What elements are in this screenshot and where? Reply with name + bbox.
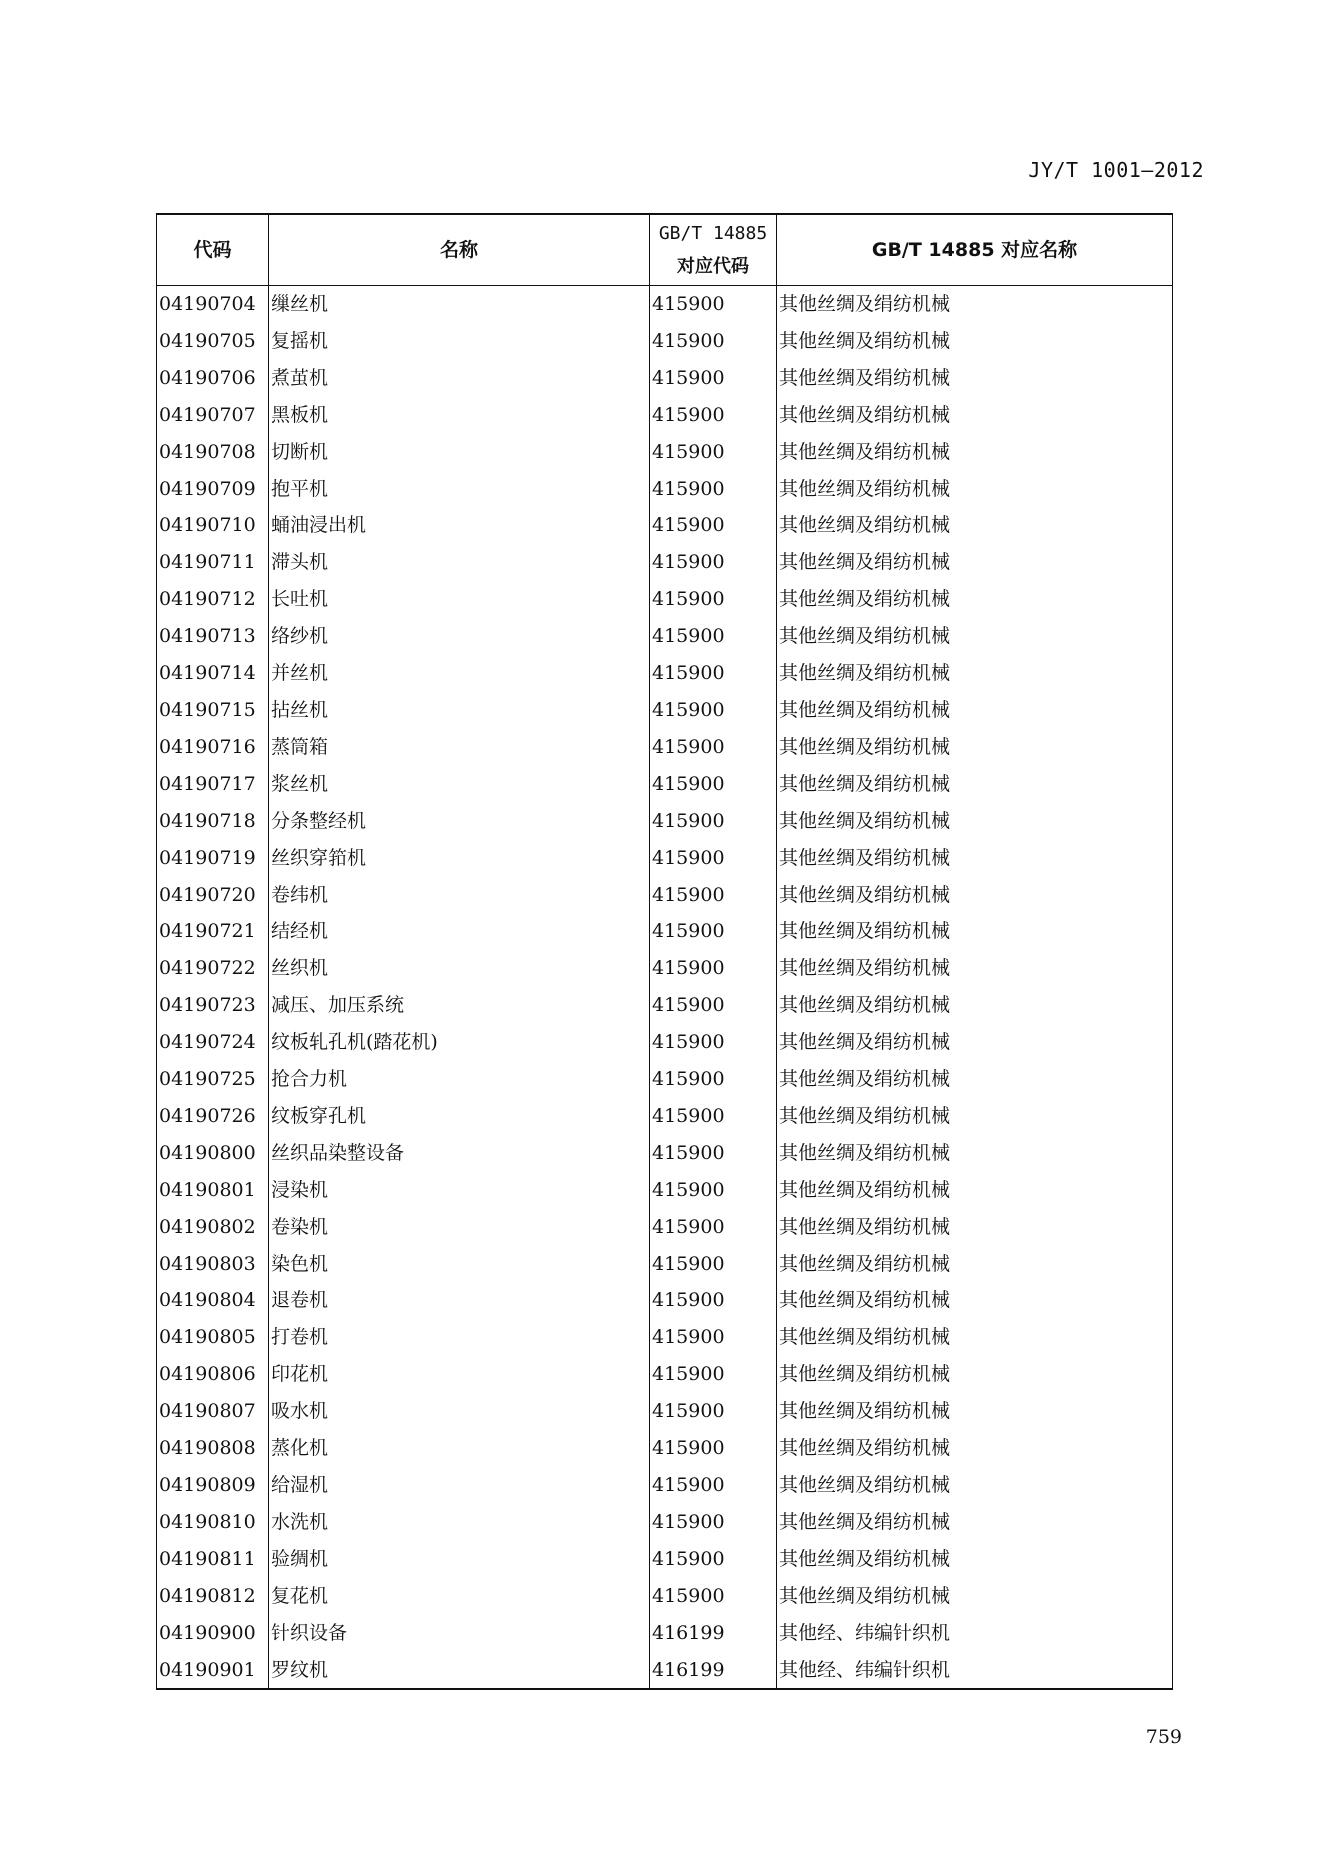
table-row — [157, 1282, 1173, 1319]
cell-gbt-code: 415900 — [650, 1024, 777, 1061]
cell-code: 04190807 — [157, 1393, 269, 1430]
cell-gbt-code: 415900 — [650, 1282, 777, 1319]
table-row — [157, 766, 1173, 803]
col-header-gbt-code-line1: GB/T 14885 — [658, 223, 768, 244]
cell-gbt-code: 415900 — [650, 507, 777, 544]
cell-code: 04190723 — [157, 987, 269, 1024]
cell-gbt-name: 其他丝绸及绢纺机械 — [777, 1430, 1173, 1467]
cell-gbt-code: 415900 — [650, 1319, 777, 1356]
cell-gbt-code: 415900 — [650, 286, 777, 323]
cell-name: 卷染机 — [269, 1209, 650, 1246]
cell-name: 复摇机 — [269, 323, 650, 360]
cell-gbt-code: 415900 — [650, 913, 777, 950]
table-row — [157, 1172, 1173, 1209]
cell-gbt-code: 416199 — [650, 1615, 777, 1652]
table-row — [157, 434, 1173, 471]
table-row — [157, 1615, 1173, 1652]
col-header-gbt-code — [650, 214, 777, 286]
cell-gbt-name: 其他丝绸及绢纺机械 — [777, 655, 1173, 692]
cell-code: 04190712 — [157, 581, 269, 618]
cell-code: 04190804 — [157, 1282, 269, 1319]
cell-code: 04190705 — [157, 323, 269, 360]
cell-code: 04190900 — [157, 1615, 269, 1652]
table-row — [157, 581, 1173, 618]
cell-gbt-code: 415900 — [650, 1356, 777, 1393]
table-row — [157, 950, 1173, 987]
cell-gbt-code: 415900 — [650, 1209, 777, 1246]
cell-gbt-name: 其他丝绸及绢纺机械 — [777, 950, 1173, 987]
cell-name: 并丝机 — [269, 655, 650, 692]
cell-gbt-code: 415900 — [650, 1246, 777, 1283]
cell-code: 04190716 — [157, 729, 269, 766]
cell-gbt-name: 其他丝绸及绢纺机械 — [777, 1319, 1173, 1356]
table-row — [157, 1061, 1173, 1098]
cell-gbt-name: 其他丝绸及绢纺机械 — [777, 1282, 1173, 1319]
table-row — [157, 987, 1173, 1024]
cell-gbt-name: 其他丝绸及绢纺机械 — [777, 1467, 1173, 1504]
cell-gbt-code: 415900 — [650, 987, 777, 1024]
cell-gbt-code: 415900 — [650, 581, 777, 618]
table-row — [157, 1209, 1173, 1246]
cell-name: 浸染机 — [269, 1172, 650, 1209]
table-row — [157, 360, 1173, 397]
table-row — [157, 1578, 1173, 1615]
cell-code: 04190805 — [157, 1319, 269, 1356]
table-row — [157, 1467, 1173, 1504]
cell-name: 煮茧机 — [269, 360, 650, 397]
cell-name: 丝织穿筘机 — [269, 840, 650, 877]
table-row — [157, 471, 1173, 508]
cell-name: 络纱机 — [269, 618, 650, 655]
cell-code: 04190725 — [157, 1061, 269, 1098]
table-row — [157, 397, 1173, 434]
table-header-row — [157, 214, 1173, 286]
cell-gbt-code: 415900 — [650, 1578, 777, 1615]
cell-code: 04190722 — [157, 950, 269, 987]
col-header-name: 名称 — [269, 214, 650, 286]
cell-code: 04190720 — [157, 877, 269, 914]
cell-code: 04190801 — [157, 1172, 269, 1209]
cell-gbt-name: 其他丝绸及绢纺机械 — [777, 397, 1173, 434]
cell-name: 拈丝机 — [269, 692, 650, 729]
cell-gbt-code: 415900 — [650, 840, 777, 877]
cell-gbt-code: 415900 — [650, 1430, 777, 1467]
cell-name: 结经机 — [269, 913, 650, 950]
table-row — [157, 1098, 1173, 1135]
cell-gbt-code: 415900 — [650, 360, 777, 397]
cell-name: 减压、加压系统 — [269, 987, 650, 1024]
cell-name: 针织设备 — [269, 1615, 650, 1652]
table-row — [157, 1430, 1173, 1467]
cell-name: 水洗机 — [269, 1504, 650, 1541]
cell-name: 丝织机 — [269, 950, 650, 987]
cell-code: 04190706 — [157, 360, 269, 397]
cell-gbt-code: 415900 — [650, 803, 777, 840]
cell-code: 04190901 — [157, 1652, 269, 1690]
cell-gbt-code: 415900 — [650, 1172, 777, 1209]
cell-gbt-name: 其他丝绸及绢纺机械 — [777, 507, 1173, 544]
cell-code: 04190715 — [157, 692, 269, 729]
cell-code: 04190717 — [157, 766, 269, 803]
cell-code: 04190711 — [157, 544, 269, 581]
cell-gbt-code: 415900 — [650, 655, 777, 692]
cell-gbt-code: 415900 — [650, 1467, 777, 1504]
cell-gbt-name: 其他丝绸及绢纺机械 — [777, 1209, 1173, 1246]
cell-name: 给湿机 — [269, 1467, 650, 1504]
table-body — [157, 286, 1173, 1690]
cell-name: 分条整经机 — [269, 803, 650, 840]
cell-gbt-name: 其他丝绸及绢纺机械 — [777, 581, 1173, 618]
cell-gbt-code: 415900 — [650, 1393, 777, 1430]
cell-gbt-name: 其他丝绸及绢纺机械 — [777, 1504, 1173, 1541]
table-row — [157, 1319, 1173, 1356]
cell-gbt-name: 其他丝绸及绢纺机械 — [777, 987, 1173, 1024]
cell-name: 卷纬机 — [269, 877, 650, 914]
cell-name: 抢合力机 — [269, 1061, 650, 1098]
cell-name: 退卷机 — [269, 1282, 650, 1319]
table-row — [157, 1246, 1173, 1283]
cell-code: 04190713 — [157, 618, 269, 655]
cell-gbt-name: 其他丝绸及绢纺机械 — [777, 544, 1173, 581]
cell-name: 滞头机 — [269, 544, 650, 581]
cell-code: 04190704 — [157, 286, 269, 323]
standard-code: JY/T 1001—2012 — [1028, 158, 1204, 182]
cell-gbt-name: 其他丝绸及绢纺机械 — [777, 766, 1173, 803]
cell-name: 抱平机 — [269, 471, 650, 508]
cell-gbt-code: 415900 — [650, 1061, 777, 1098]
cell-gbt-code: 415900 — [650, 471, 777, 508]
cell-gbt-code: 415900 — [650, 544, 777, 581]
cell-code: 04190710 — [157, 507, 269, 544]
cell-gbt-name: 其他丝绸及绢纺机械 — [777, 840, 1173, 877]
cell-name: 浆丝机 — [269, 766, 650, 803]
cell-name: 蛹油浸出机 — [269, 507, 650, 544]
cell-name: 切断机 — [269, 434, 650, 471]
cell-code: 04190810 — [157, 1504, 269, 1541]
cell-code: 04190800 — [157, 1135, 269, 1172]
cell-code: 04190806 — [157, 1356, 269, 1393]
cell-gbt-code: 415900 — [650, 397, 777, 434]
cell-gbt-code: 415900 — [650, 877, 777, 914]
cell-code: 04190714 — [157, 655, 269, 692]
cell-code: 04190708 — [157, 434, 269, 471]
cell-gbt-name: 其他丝绸及绢纺机械 — [777, 1578, 1173, 1615]
col-header-gbt-code-line2: 对应代码 — [677, 256, 749, 277]
page-number: 759 — [1145, 1726, 1182, 1748]
cell-gbt-code: 415900 — [650, 1098, 777, 1135]
cell-gbt-name: 其他丝绸及绢纺机械 — [777, 360, 1173, 397]
cell-code: 04190812 — [157, 1578, 269, 1615]
cell-name: 蒸化机 — [269, 1430, 650, 1467]
cell-code: 04190719 — [157, 840, 269, 877]
table-row — [157, 913, 1173, 950]
cell-code: 04190721 — [157, 913, 269, 950]
table-row — [157, 286, 1173, 323]
cell-gbt-name: 其他丝绸及绢纺机械 — [777, 323, 1173, 360]
table-row — [157, 1541, 1173, 1578]
cell-gbt-name: 其他丝绸及绢纺机械 — [777, 729, 1173, 766]
cell-gbt-code: 415900 — [650, 434, 777, 471]
cell-gbt-name: 其他丝绸及绢纺机械 — [777, 471, 1173, 508]
cell-gbt-name: 其他丝绸及绢纺机械 — [777, 1356, 1173, 1393]
table-row — [157, 1504, 1173, 1541]
cell-name: 罗纹机 — [269, 1652, 650, 1690]
col-header-gbt-name: GB/T 14885 对应名称 — [777, 214, 1173, 286]
cell-code: 04190709 — [157, 471, 269, 508]
table-row — [157, 877, 1173, 914]
cell-gbt-name: 其他丝绸及绢纺机械 — [777, 1393, 1173, 1430]
cell-name: 验绸机 — [269, 1541, 650, 1578]
classification-table — [156, 213, 1173, 1690]
table-row — [157, 507, 1173, 544]
cell-gbt-name: 其他丝绸及绢纺机械 — [777, 1246, 1173, 1283]
table-row — [157, 729, 1173, 766]
col-header-code: 代码 — [157, 214, 269, 286]
cell-gbt-name: 其他丝绸及绢纺机械 — [777, 913, 1173, 950]
cell-gbt-code: 415900 — [650, 766, 777, 803]
cell-name: 长吐机 — [269, 581, 650, 618]
cell-code: 04190802 — [157, 1209, 269, 1246]
table-row — [157, 1393, 1173, 1430]
cell-name: 纹板轧孔机(踏花机) — [269, 1024, 650, 1061]
cell-name: 吸水机 — [269, 1393, 650, 1430]
cell-gbt-name: 其他丝绸及绢纺机械 — [777, 618, 1173, 655]
cell-code: 04190718 — [157, 803, 269, 840]
cell-name: 丝织品染整设备 — [269, 1135, 650, 1172]
cell-gbt-name: 其他丝绸及绢纺机械 — [777, 286, 1173, 323]
table-row — [157, 618, 1173, 655]
cell-code: 04190707 — [157, 397, 269, 434]
table-row — [157, 692, 1173, 729]
cell-gbt-code: 415900 — [650, 1541, 777, 1578]
table-row — [157, 1356, 1173, 1393]
table-row — [157, 840, 1173, 877]
cell-gbt-code: 415900 — [650, 692, 777, 729]
cell-gbt-name: 其他丝绸及绢纺机械 — [777, 1024, 1173, 1061]
cell-gbt-name: 其他丝绸及绢纺机械 — [777, 1098, 1173, 1135]
cell-code: 04190724 — [157, 1024, 269, 1061]
cell-name: 打卷机 — [269, 1319, 650, 1356]
table-row — [157, 803, 1173, 840]
cell-gbt-name: 其他经、纬编针织机 — [777, 1615, 1173, 1652]
cell-name: 缫丝机 — [269, 286, 650, 323]
cell-code: 04190803 — [157, 1246, 269, 1283]
table-row — [157, 544, 1173, 581]
cell-gbt-code: 416199 — [650, 1652, 777, 1690]
cell-gbt-code: 415900 — [650, 729, 777, 766]
cell-gbt-name: 其他丝绸及绢纺机械 — [777, 434, 1173, 471]
cell-name: 蒸筒箱 — [269, 729, 650, 766]
cell-gbt-name: 其他丝绸及绢纺机械 — [777, 1061, 1173, 1098]
cell-gbt-code: 415900 — [650, 618, 777, 655]
cell-gbt-name: 其他丝绸及绢纺机械 — [777, 692, 1173, 729]
cell-code: 04190809 — [157, 1467, 269, 1504]
cell-name: 复花机 — [269, 1578, 650, 1615]
cell-gbt-name: 其他丝绸及绢纺机械 — [777, 803, 1173, 840]
cell-gbt-code: 415900 — [650, 950, 777, 987]
cell-code: 04190808 — [157, 1430, 269, 1467]
cell-name: 纹板穿孔机 — [269, 1098, 650, 1135]
cell-gbt-name: 其他丝绸及绢纺机械 — [777, 1541, 1173, 1578]
cell-gbt-code: 415900 — [650, 1135, 777, 1172]
cell-code: 04190811 — [157, 1541, 269, 1578]
cell-gbt-code: 415900 — [650, 323, 777, 360]
cell-gbt-code: 415900 — [650, 1504, 777, 1541]
cell-gbt-name: 其他丝绸及绢纺机械 — [777, 1172, 1173, 1209]
table-row — [157, 1024, 1173, 1061]
cell-name: 印花机 — [269, 1356, 650, 1393]
table-row — [157, 1652, 1173, 1690]
cell-code: 04190726 — [157, 1098, 269, 1135]
table-row — [157, 1135, 1173, 1172]
table-row — [157, 323, 1173, 360]
table-row — [157, 655, 1173, 692]
cell-gbt-name: 其他丝绸及绢纺机械 — [777, 1135, 1173, 1172]
cell-gbt-name: 其他经、纬编针织机 — [777, 1652, 1173, 1690]
cell-name: 染色机 — [269, 1246, 650, 1283]
cell-name: 黑板机 — [269, 397, 650, 434]
cell-gbt-name: 其他丝绸及绢纺机械 — [777, 877, 1173, 914]
